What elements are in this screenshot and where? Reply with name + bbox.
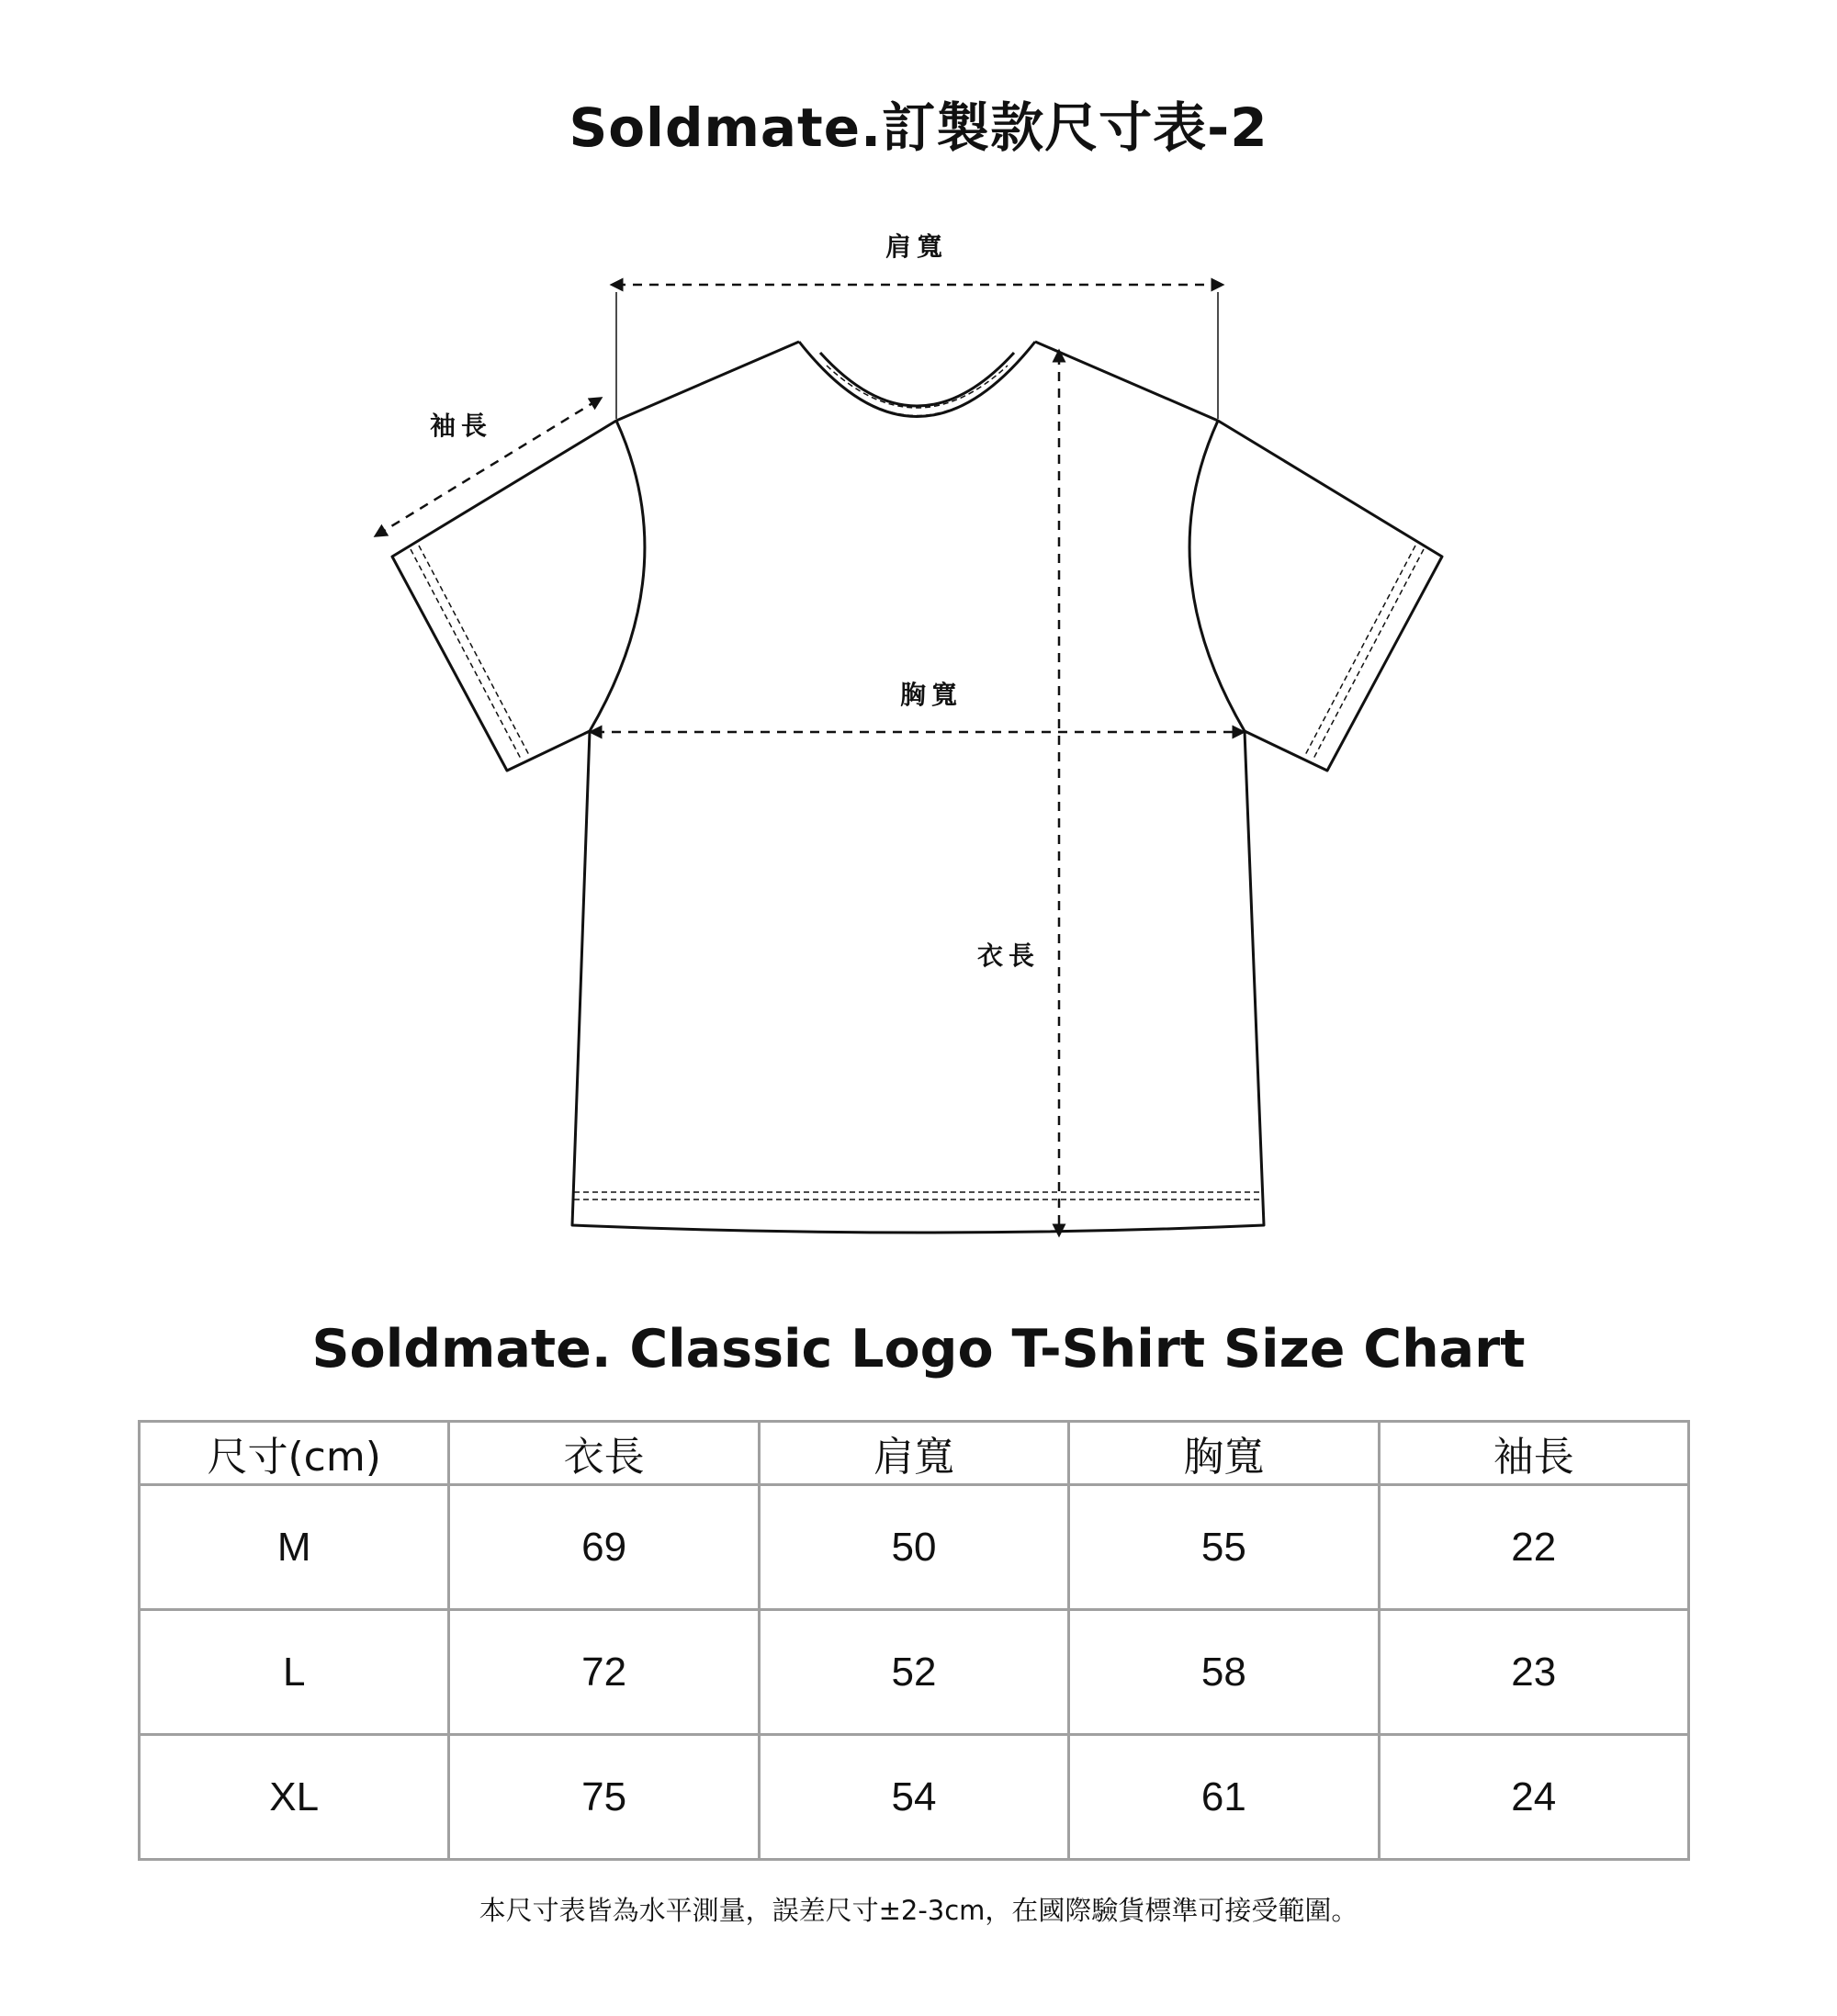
shoulder-measure — [616, 285, 1218, 419]
sleeve-label: 袖長 — [429, 411, 493, 441]
stitch-lines — [411, 354, 1424, 1199]
size-table — [138, 1420, 1690, 1861]
cell-size: XL — [140, 1735, 449, 1860]
table-row — [140, 1735, 1689, 1860]
header-shoulder: 肩寬 — [759, 1422, 1068, 1485]
cell-chest: 61 — [1069, 1735, 1379, 1860]
cell-shoulder: 54 — [759, 1735, 1068, 1860]
cell-size: M — [140, 1485, 449, 1610]
header-size: 尺寸(cm) — [140, 1422, 449, 1485]
table-row — [140, 1485, 1689, 1610]
table-header-row — [140, 1422, 1689, 1485]
page-title: Soldmate.訂製款尺寸表-2 — [569, 96, 1268, 159]
cell-chest: 55 — [1069, 1485, 1379, 1610]
cell-length: 69 — [449, 1485, 759, 1610]
cell-sleeve: 22 — [1379, 1485, 1688, 1610]
table-row — [140, 1610, 1689, 1735]
measurement-note: 本尺寸表皆為水平測量，誤差尺寸±2-3cm，在國際驗貨標準可接受範圍。 — [479, 1895, 1358, 1926]
cell-length: 75 — [449, 1735, 759, 1860]
tshirt-outline — [392, 342, 1442, 1233]
cell-sleeve: 23 — [1379, 1610, 1688, 1735]
cell-size: L — [140, 1610, 449, 1735]
header-chest: 胸寬 — [1069, 1422, 1379, 1485]
cell-sleeve: 24 — [1379, 1735, 1688, 1860]
cell-chest: 58 — [1069, 1610, 1379, 1735]
header-length: 衣長 — [449, 1422, 759, 1485]
cell-length: 72 — [449, 1610, 759, 1735]
header-sleeve: 袖長 — [1379, 1422, 1688, 1485]
cell-shoulder: 50 — [759, 1485, 1068, 1610]
shoulder-label: 肩寬 — [885, 231, 949, 262]
cell-shoulder: 52 — [759, 1610, 1068, 1735]
length-label: 衣長 — [976, 940, 1041, 971]
chest-label: 胸寬 — [899, 680, 964, 710]
chart-title: Soldmate. Classic Logo T-Shirt Size Chart — [311, 1319, 1526, 1380]
